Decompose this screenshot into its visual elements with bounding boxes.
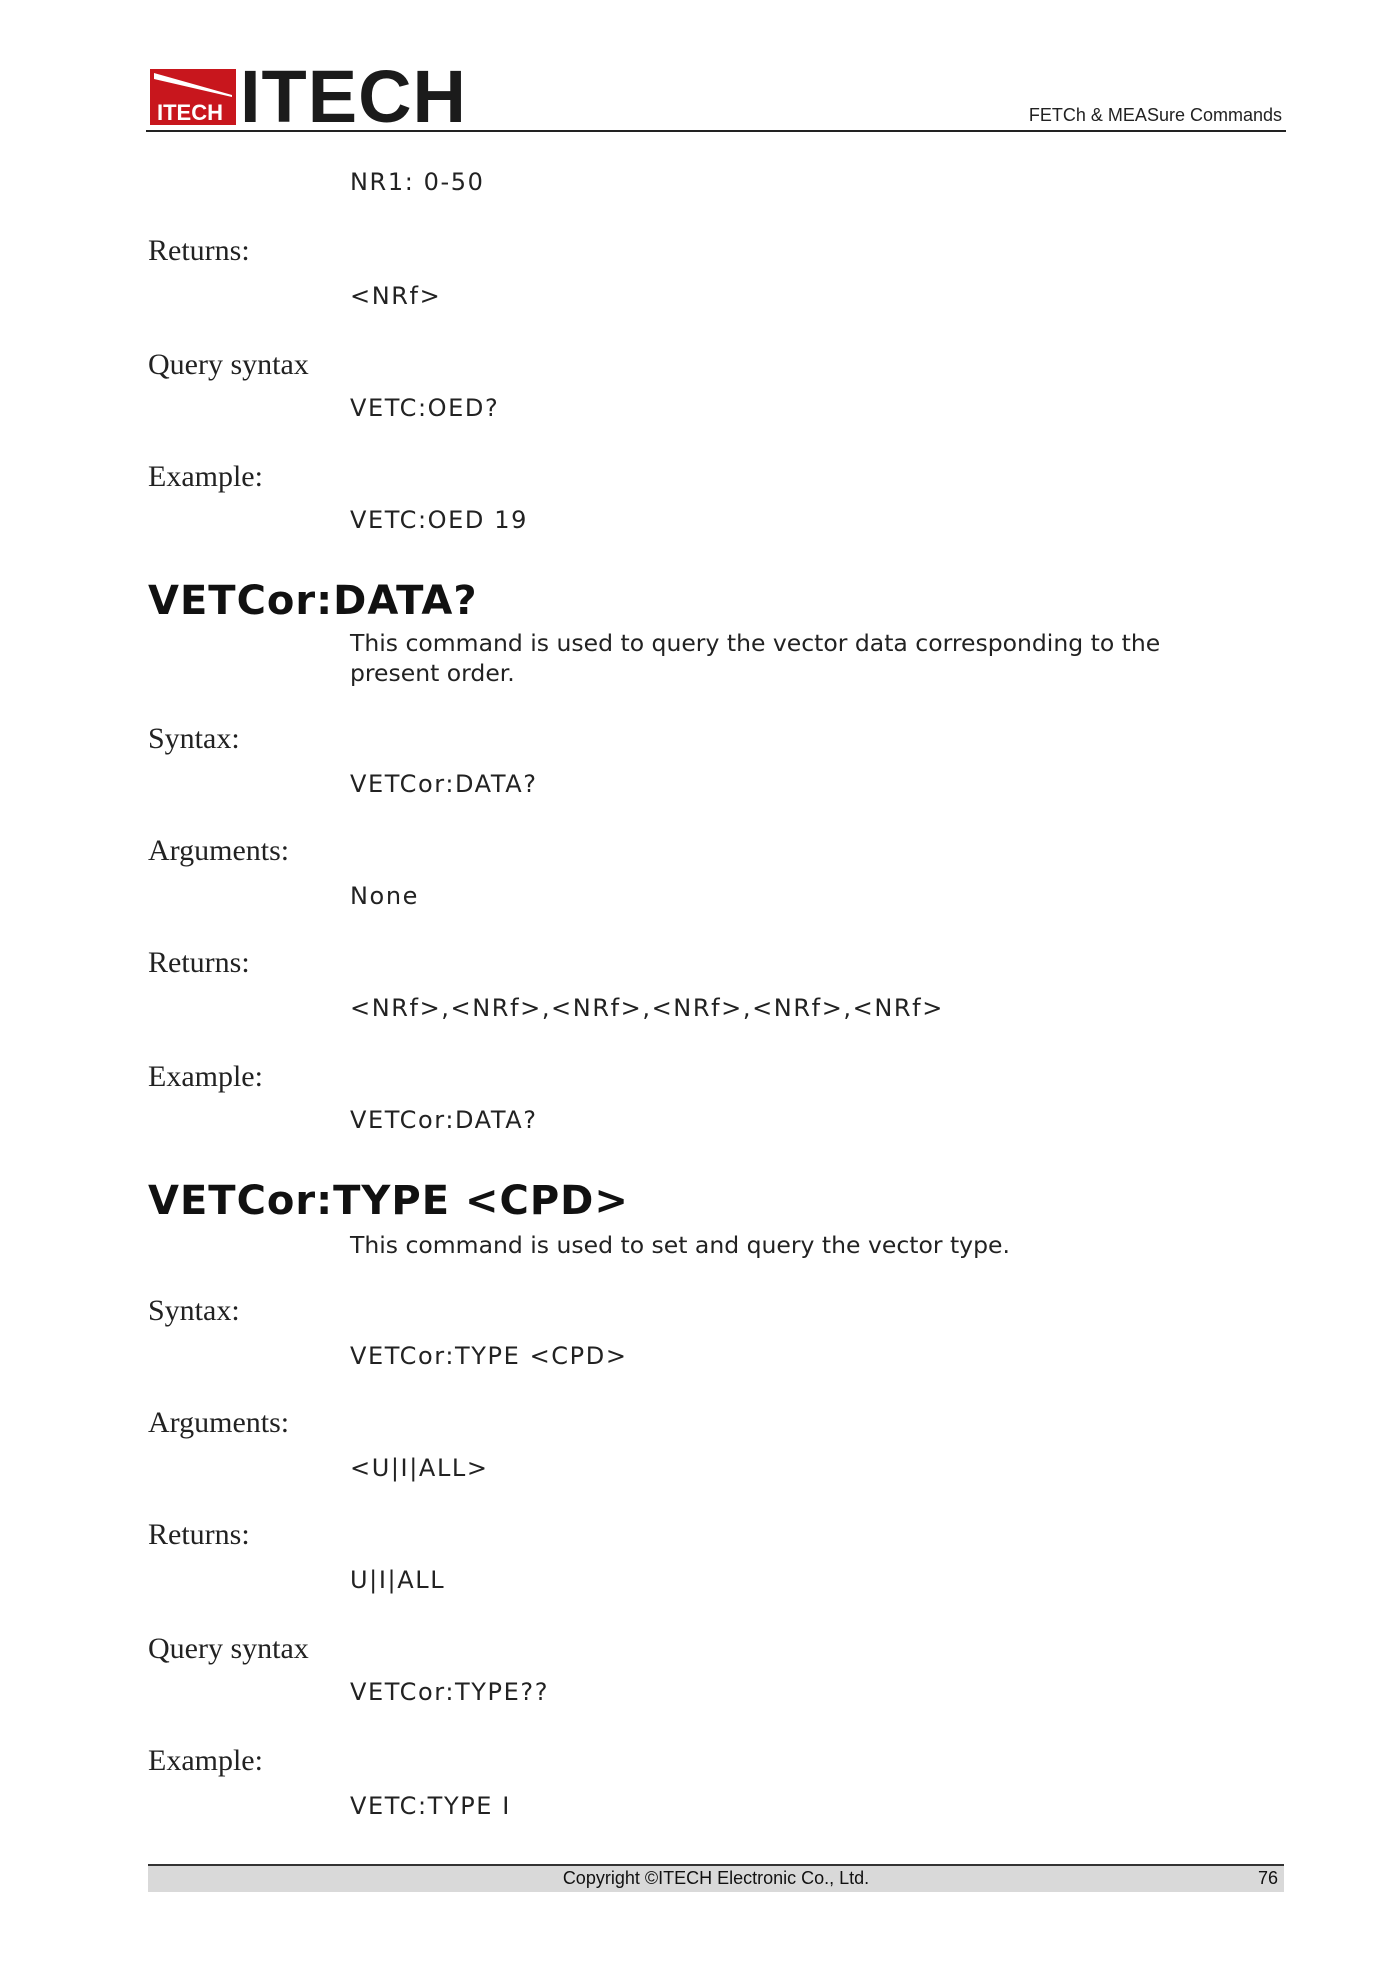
page-number: 76	[1257, 1868, 1278, 1888]
arguments-value: None	[350, 882, 420, 910]
arguments-value: <U|I|ALL>	[350, 1454, 489, 1482]
syntax-value: VETCor:TYPE <CPD>	[350, 1342, 628, 1370]
example-value: VETCor:DATA?	[350, 1106, 538, 1134]
itech-logo	[150, 55, 467, 138]
logo-mark-text: ITECH	[157, 100, 223, 125]
copyright-text: Copyright ©ITECH Electronic Co., Ltd.	[562, 1868, 870, 1888]
example-label: Example:	[148, 1060, 263, 1093]
syntax-label: Syntax:	[148, 1294, 240, 1327]
example-label: Example:	[148, 460, 263, 493]
command-description: This command is used to set and query the vector type.	[350, 1231, 1010, 1259]
command-heading: VETCor:DATA?	[148, 578, 478, 624]
query-syntax-label: Query syntax	[148, 1632, 309, 1665]
returns-label: Returns:	[148, 946, 250, 979]
query-syntax-value: VETCor:TYPE??	[350, 1678, 550, 1706]
section-title: FETCh & MEASure Commands	[1028, 105, 1282, 125]
arguments-label: Arguments:	[148, 1406, 290, 1439]
example-label: Example:	[148, 1744, 263, 1777]
page-header	[146, 55, 1286, 138]
page-footer	[148, 1864, 1284, 1892]
syntax-label: Syntax:	[148, 722, 240, 755]
returns-label: Returns:	[148, 1518, 250, 1551]
query-syntax-value: VETC:OED?	[350, 394, 500, 422]
returns-value: <NRf>,<NRf>,<NRf>,<NRf>,<NRf>,<NRf>	[350, 994, 944, 1022]
returns-value: <NRf>	[350, 282, 442, 310]
query-syntax-label: Query syntax	[148, 348, 309, 381]
argument-range: NR1: 0-50	[350, 168, 485, 196]
syntax-value: VETCor:DATA?	[350, 770, 538, 798]
returns-value: U|I|ALL	[350, 1566, 446, 1594]
logo-mark-icon	[150, 69, 236, 125]
arguments-label: Arguments:	[148, 834, 290, 867]
example-value: VETC:TYPE I	[350, 1792, 511, 1820]
command-heading: VETCor:TYPE <CPD>	[148, 1178, 629, 1224]
returns-label: Returns:	[148, 234, 250, 267]
example-value: VETC:OED 19	[350, 506, 528, 534]
logo-wordmark: ITECH	[240, 55, 467, 138]
command-description: This command is used to query the vector data corresponding to the present order.	[350, 629, 1161, 687]
